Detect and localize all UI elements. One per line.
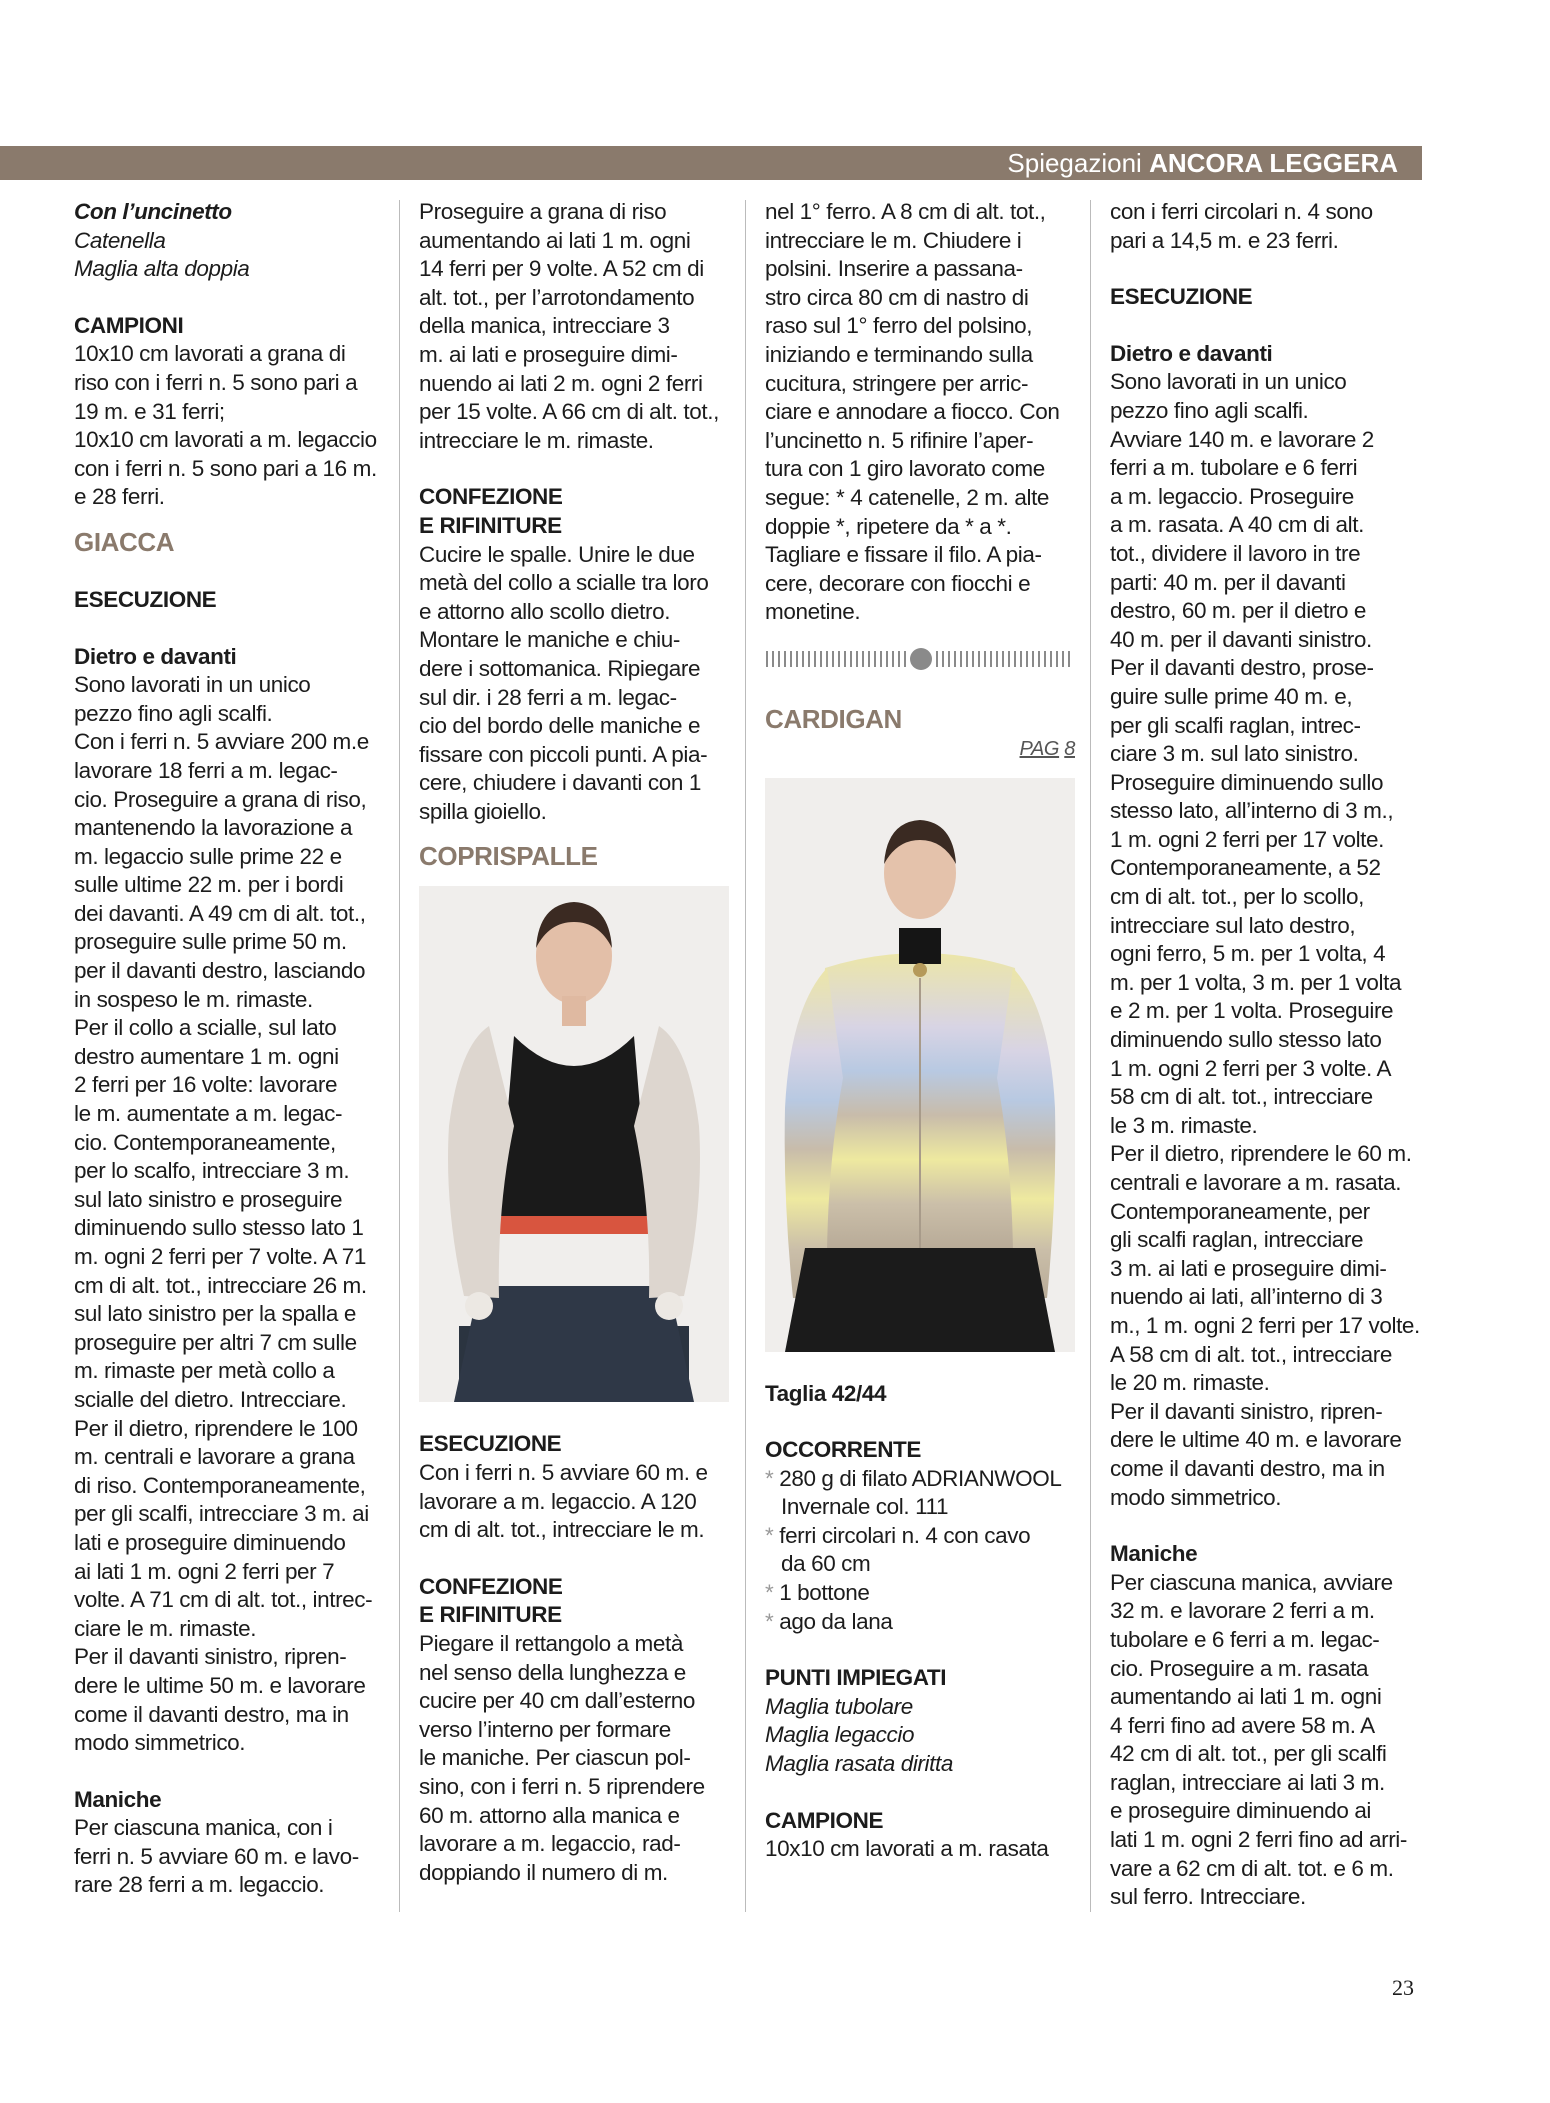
text-line: Tagliare e fissare il filo. A pia- bbox=[765, 542, 1042, 568]
text-line: cucire per 40 cm dall’esterno bbox=[419, 1688, 696, 1714]
confezione-text bbox=[419, 541, 729, 827]
text-line: Per il collo a scialle, sul lato bbox=[74, 1015, 337, 1041]
text-line: monetine. bbox=[765, 599, 861, 625]
list-item: * ferri circolari n. 4 con cavo bbox=[765, 1522, 1031, 1548]
text-line: m. ai lati e proseguire dimi- bbox=[419, 341, 678, 367]
text-line: a m. rasata. A 40 cm di alt. bbox=[1110, 512, 1364, 538]
text-line: Per ciascuna manica, avviare bbox=[1110, 1569, 1393, 1595]
occorrente-heading: OCCORRENTE bbox=[765, 1437, 922, 1463]
text-line: Per il dietro, riprendere le 100 bbox=[74, 1415, 358, 1441]
text-line: iniziando e terminando sulla bbox=[765, 341, 1033, 367]
confezione-heading: E RIFINITURE bbox=[419, 1602, 562, 1628]
text-line: le 20 m. rimaste. bbox=[1110, 1370, 1270, 1396]
text-line: cm di alt. tot., per lo scollo, bbox=[1110, 884, 1364, 910]
confezione-heading: CONFEZIONE bbox=[419, 484, 563, 510]
text-line: come il davanti destro, ma in bbox=[1110, 1455, 1385, 1481]
column-divider bbox=[745, 200, 746, 1912]
list-item: da 60 cm bbox=[781, 1551, 871, 1577]
text-line: e 2 m. per 1 volta. Proseguire bbox=[1110, 998, 1394, 1024]
text-line: 2 ferri per 16 volte: lavorare bbox=[74, 1072, 338, 1098]
text-line: m. rimaste per metà collo a bbox=[74, 1358, 335, 1384]
text-line: 1 m. ogni 2 ferri per 17 volte. bbox=[1110, 826, 1384, 852]
campioni-text bbox=[74, 340, 384, 512]
text-line: rare 28 ferri a m. legaccio. bbox=[74, 1872, 325, 1898]
text-line: cm di alt. tot., intrecciare 26 m. bbox=[74, 1272, 367, 1298]
confezione-heading: CONFEZIONE bbox=[419, 1573, 563, 1599]
text-line: con i ferri circolari n. 4 sono bbox=[1110, 199, 1373, 224]
text-line: cio del bordo delle maniche e bbox=[419, 713, 701, 739]
text-line: della manica, intrecciare 3 bbox=[419, 313, 670, 339]
text-line: in sospeso le m. rimaste. bbox=[74, 986, 313, 1012]
text-line: per gli scalfi, intrecciare 3 m. ai bbox=[74, 1501, 369, 1527]
text-line: di riso. Contemporaneamente, bbox=[74, 1472, 366, 1498]
text-line: segue: * 4 catenelle, 2 m. alte bbox=[765, 484, 1050, 510]
text-line: Maglia tubolare bbox=[765, 1693, 913, 1719]
text-line: tot., dividere il lavoro in tre bbox=[1110, 540, 1361, 566]
punti-list bbox=[765, 1693, 1075, 1779]
text-line: scialle del dietro. Intrecciare. bbox=[74, 1386, 347, 1412]
bullet-star-icon: * bbox=[765, 1522, 780, 1548]
column-1 bbox=[74, 198, 384, 1900]
text-line: le maniche. Per ciascun pol- bbox=[419, 1745, 691, 1771]
header-band bbox=[0, 146, 1422, 180]
text-line: lati e proseguire diminuendo bbox=[74, 1529, 346, 1555]
coprispalle-photo bbox=[419, 886, 729, 1402]
list-item: * 1 bottone bbox=[765, 1580, 870, 1606]
list-item: Invernale col. 111 bbox=[781, 1494, 949, 1520]
text-line: proseguire sulle prime 50 m. bbox=[74, 929, 347, 955]
text-line: sul ferro. Intrecciare. bbox=[1110, 1884, 1306, 1910]
maniche-heading: Maniche bbox=[74, 1786, 162, 1812]
text-line: 40 m. per il davanti sinistro. bbox=[1110, 626, 1372, 652]
bullet-star-icon: * bbox=[765, 1608, 780, 1634]
text-line: Con i ferri n. 5 avviare 200 m.e bbox=[74, 729, 369, 755]
text-line: polsini. Inserire a passana- bbox=[765, 256, 1023, 282]
text-line: cio. Contemporaneamente, bbox=[74, 1129, 336, 1155]
esecuzione-heading: ESECUZIONE bbox=[1110, 284, 1253, 310]
text-line: Per il davanti sinistro, ripren- bbox=[1110, 1398, 1383, 1424]
text-line: tura con 1 giro lavorato come bbox=[765, 456, 1045, 482]
text-line: per gli scalfi raglan, intrec- bbox=[1110, 712, 1361, 738]
text-line: pezzo fino agli scalfi. bbox=[1110, 397, 1309, 423]
text-line: stro circa 80 cm di nastro di bbox=[765, 284, 1029, 310]
campione-heading: CAMPIONE bbox=[765, 1807, 884, 1833]
text-line: 32 m. e lavorare 2 ferri a m. bbox=[1110, 1598, 1375, 1624]
text-line: riso con i ferri n. 5 sono pari a bbox=[74, 369, 358, 395]
text-line: mantenendo la lavorazione a bbox=[74, 815, 353, 841]
text-line: sul lato sinistro e proseguire bbox=[74, 1186, 343, 1212]
text-line: destro, 60 m. per il dietro e bbox=[1110, 598, 1367, 624]
list-item: * 280 g di filato ADRIANWOOL bbox=[765, 1465, 1062, 1491]
text-line: modo simmetrico. bbox=[1110, 1484, 1282, 1510]
column-divider bbox=[1090, 200, 1091, 1912]
text-line: doppie *, ripetere da * a *. bbox=[765, 513, 1012, 539]
tools-heading: Con l’uncinetto bbox=[74, 199, 232, 224]
text-line: gli scalfi raglan, intrecciare bbox=[1110, 1227, 1364, 1253]
text-line: Per il davanti destro, prose- bbox=[1110, 655, 1374, 681]
page-number: 23 bbox=[1392, 1975, 1414, 2000]
cardigan-photo bbox=[765, 778, 1075, 1352]
campioni-heading: CAMPIONI bbox=[74, 312, 184, 338]
esecuzione-heading: ESECUZIONE bbox=[74, 586, 217, 612]
text-line: Piegare il rettangolo a metà bbox=[419, 1631, 683, 1657]
text-line: doppiando il numero di m. bbox=[419, 1859, 668, 1885]
text-line: diminuendo sullo stesso lato bbox=[1110, 1027, 1382, 1053]
model-photo-cardigan bbox=[765, 778, 1075, 1352]
text-line: nuendo ai lati 2 m. ogni 2 ferri bbox=[419, 370, 703, 396]
text-line: intrecciare le m. Chiudere i bbox=[765, 227, 1022, 253]
text-line: stesso lato, all’interno di 3 m., bbox=[1110, 798, 1394, 824]
text-line: e proseguire diminuendo ai bbox=[1110, 1798, 1372, 1824]
text-line: lavorare 18 ferri a m. legac- bbox=[74, 757, 338, 783]
text-line: fissare con piccoli punti. A pia- bbox=[419, 741, 708, 767]
text-line: 10x10 cm lavorati a m. rasata bbox=[765, 1836, 1049, 1862]
text-line: guire sulle prime 40 m. e, bbox=[1110, 683, 1353, 709]
maniche-text bbox=[74, 1814, 384, 1900]
text-line: a m. legaccio. Proseguire bbox=[1110, 483, 1354, 509]
text-line: e 28 ferri. bbox=[74, 484, 165, 510]
divider-ornament bbox=[765, 639, 1075, 679]
page-reference: PAG 8 bbox=[1019, 737, 1075, 760]
text-line: 60 m. attorno alla manica e bbox=[419, 1802, 680, 1828]
text-line: Proseguire a grana di riso bbox=[419, 199, 667, 224]
text-line: ferri n. 5 avviare 60 m. e lavo- bbox=[74, 1843, 359, 1869]
text-line: volte. A 71 cm di alt. tot., intrec- bbox=[74, 1587, 373, 1613]
text-line: intrecciare sul lato destro, bbox=[1110, 912, 1356, 938]
text-line: dei davanti. A 49 cm di alt. tot., bbox=[74, 900, 366, 926]
text-line: Per ciascuna manica, con i bbox=[74, 1815, 333, 1841]
text-line: diminuendo sullo stesso lato 1 bbox=[74, 1215, 364, 1241]
text-line: 3 m. ai lati e proseguire dimi- bbox=[1110, 1255, 1387, 1281]
text-line: aumentando ai lati 1 m. ogni bbox=[419, 227, 691, 253]
text-line: modo simmetrico. bbox=[74, 1730, 246, 1756]
text-line: le 3 m. rimaste. bbox=[1110, 1112, 1258, 1138]
text-line: Per il davanti sinistro, ripren- bbox=[74, 1644, 347, 1670]
continued-text bbox=[419, 198, 729, 455]
column-4 bbox=[1110, 198, 1420, 1912]
occorrente-list bbox=[765, 1465, 1075, 1637]
dietro-heading: Dietro e davanti bbox=[1110, 340, 1273, 366]
bullet-star-icon: * bbox=[765, 1580, 780, 1606]
punti-heading: PUNTI IMPIEGATI bbox=[765, 1665, 947, 1691]
text-line: destro aumentare 1 m. ogni bbox=[74, 1043, 339, 1069]
campione-text bbox=[765, 1835, 1075, 1864]
text-line: con i ferri n. 5 sono pari a 16 m. bbox=[74, 455, 377, 481]
text-line: sulle ultime 22 m. per i bordi bbox=[74, 872, 344, 898]
text-line: pari a 14,5 m. e 23 ferri. bbox=[1110, 227, 1339, 253]
maniche-text bbox=[1110, 1569, 1420, 1912]
text-line: pezzo fino agli scalfi. bbox=[74, 700, 273, 726]
section-title-coprispalle: COPRISPALLE bbox=[419, 841, 598, 872]
text-line: metà del collo a scialle tra loro bbox=[419, 570, 709, 596]
text-line: le m. aumentate a m. legac- bbox=[74, 1101, 343, 1127]
text-line: Cucire le spalle. Unire le due bbox=[419, 541, 695, 567]
text-line: cucitura, stringere per arric- bbox=[765, 370, 1029, 396]
text-line: Maglia rasata diritta bbox=[765, 1751, 953, 1777]
text-line: dere le ultime 50 m. e lavorare bbox=[74, 1672, 366, 1698]
text-line: Sono lavorati in un unico bbox=[1110, 369, 1347, 395]
list-item: * ago da lana bbox=[765, 1608, 893, 1634]
text-line: e attorno allo scollo dietro. bbox=[419, 598, 671, 624]
ornament-icon bbox=[765, 639, 1075, 679]
text-line: cere, chiudere i davanti con 1 bbox=[419, 770, 701, 796]
text-line: 10x10 cm lavorati a grana di bbox=[74, 341, 346, 367]
text-line: raglan, intrecciare ai lati 3 m. bbox=[1110, 1769, 1385, 1795]
text-line: 1 m. ogni 2 ferri per 3 volte. A bbox=[1110, 1055, 1392, 1081]
text-line: parti: 40 m. per il davanti bbox=[1110, 569, 1346, 595]
text-line: Contemporaneamente, a 52 bbox=[1110, 855, 1381, 881]
text-line: sul dir. i 28 ferri a m. legac- bbox=[419, 684, 677, 710]
continued-text bbox=[1110, 198, 1420, 255]
section-title-giacca: GIACCA bbox=[74, 526, 175, 557]
text-line: ciare 3 m. sul lato sinistro. bbox=[1110, 741, 1359, 767]
tool-item: Maglia alta doppia bbox=[74, 256, 250, 282]
text-line: 14 ferri per 9 volte. A 52 cm di bbox=[419, 256, 704, 282]
dietro-text bbox=[74, 671, 384, 1758]
text-line: proseguire per altri 7 cm sulle bbox=[74, 1329, 357, 1355]
text-line: tubolare e 6 ferri a m. legac- bbox=[1110, 1626, 1380, 1652]
text-line: nel 1° ferro. A 8 cm di alt. tot., bbox=[765, 199, 1046, 224]
text-line: 42 cm di alt. tot., per gli scalfi bbox=[1110, 1741, 1387, 1767]
text-line: intrecciare le m. rimaste. bbox=[419, 427, 654, 453]
text-line: sino, con i ferri n. 5 riprendere bbox=[419, 1774, 705, 1799]
text-line: m. ogni 2 ferri per 7 volte. A 71 bbox=[74, 1244, 366, 1269]
text-line: Maglia legaccio bbox=[765, 1722, 915, 1748]
confezione-heading: E RIFINITURE bbox=[419, 512, 562, 538]
text-line: alt. tot., per l’arrotondamento bbox=[419, 284, 695, 310]
text-line: ciare le m. rimaste. bbox=[74, 1615, 257, 1641]
text-line: lavorare a m. legaccio, rad- bbox=[419, 1831, 681, 1857]
text-line: Sono lavorati in un unico bbox=[74, 672, 311, 698]
model-photo-shrug bbox=[419, 886, 729, 1402]
text-line: Proseguire diminuendo sullo bbox=[1110, 769, 1384, 795]
text-line: Avviare 140 m. e lavorare 2 bbox=[1110, 426, 1374, 452]
text-line: verso l’interno per formare bbox=[419, 1716, 671, 1742]
text-line: l’uncinetto n. 5 rifinire l’aper- bbox=[765, 427, 1034, 453]
confezione-text bbox=[419, 1630, 729, 1887]
text-line: cm di alt. tot., intrecciare le m. bbox=[419, 1517, 705, 1543]
section-title-cardigan: CARDIGAN bbox=[765, 703, 902, 734]
esecuzione-heading: ESECUZIONE bbox=[419, 1431, 562, 1457]
text-line: sul lato sinistro per la spalla e bbox=[74, 1301, 356, 1327]
text-line: come il davanti destro, ma in bbox=[74, 1701, 349, 1727]
text-line: m., 1 m. ogni 2 ferri per 17 volte. bbox=[1110, 1312, 1420, 1338]
bullet-star-icon: * bbox=[765, 1465, 780, 1491]
tool-item: Catenella bbox=[74, 227, 166, 253]
text-line: centrali e lavorare a m. rasata. bbox=[1110, 1170, 1402, 1195]
text-line: per il davanti destro, lasciando bbox=[74, 958, 366, 984]
text-line: lavorare a m. legaccio. A 120 bbox=[419, 1488, 697, 1514]
text-line: A 58 cm di alt. tot., intrecciare bbox=[1110, 1341, 1392, 1367]
text-line: nuendo ai lati, all’interno di 3 bbox=[1110, 1284, 1383, 1310]
column-divider bbox=[399, 200, 400, 1912]
text-line: lati 1 m. ogni 2 ferri fino ad arri- bbox=[1110, 1827, 1407, 1853]
text-line: per 15 volte. A 66 cm di alt. tot., bbox=[419, 399, 719, 425]
text-line: dere i sottomanica. Ripiegare bbox=[419, 655, 701, 681]
header-title: Spiegazioni ANCORA LEGGERA bbox=[1007, 148, 1398, 178]
text-line: raso sul 1° ferro del polsino, bbox=[765, 313, 1033, 339]
text-line: cio. Proseguire a grana di riso, bbox=[74, 786, 367, 812]
continued-text bbox=[765, 198, 1075, 627]
column-2 bbox=[419, 198, 729, 1887]
text-line: per lo scalfo, intrecciare 3 m. bbox=[74, 1158, 350, 1184]
taglia-label: Taglia 42/44 bbox=[765, 1380, 887, 1406]
text-line: 4 ferri fino ad avere 58 m. A bbox=[1110, 1712, 1375, 1738]
text-line: Montare le maniche e chiu- bbox=[419, 627, 680, 653]
text-line: vare a 62 cm di alt. tot. e 6 m. bbox=[1110, 1855, 1394, 1881]
text-line: cere, decorare con fiocchi e bbox=[765, 570, 1031, 596]
text-line: 10x10 cm lavorati a m. legaccio bbox=[74, 427, 377, 453]
text-line: 19 m. e 31 ferri; bbox=[74, 398, 225, 424]
text-line: dere le ultime 40 m. e lavorare bbox=[1110, 1427, 1402, 1453]
column-3 bbox=[765, 198, 1075, 1864]
text-line: Per il dietro, riprendere le 60 m. bbox=[1110, 1141, 1412, 1167]
text-line: m. centrali e lavorare a grana bbox=[74, 1444, 355, 1470]
text-line: nel senso della lunghezza e bbox=[419, 1659, 686, 1685]
text-line: ferri a m. tubolare e 6 ferri bbox=[1110, 455, 1358, 481]
text-line: Con i ferri n. 5 avviare 60 m. e bbox=[419, 1460, 708, 1486]
text-line: ogni ferro, 5 m. per 1 volta, 4 bbox=[1110, 941, 1386, 967]
text-line: cio. Proseguire a m. rasata bbox=[1110, 1655, 1369, 1681]
text-line: Contemporaneamente, per bbox=[1110, 1198, 1370, 1224]
dietro-heading: Dietro e davanti bbox=[74, 643, 237, 669]
text-line: m. legaccio sulle prime 22 e bbox=[74, 843, 342, 869]
text-line: ai lati 1 m. ogni 2 ferri per 7 bbox=[74, 1558, 335, 1584]
text-line: 58 cm di alt. tot., intrecciare bbox=[1110, 1084, 1373, 1110]
maniche-heading: Maniche bbox=[1110, 1541, 1198, 1567]
dietro-text bbox=[1110, 368, 1420, 1512]
text-line: ciare e annodare a fiocco. Con bbox=[765, 399, 1060, 425]
text-line: spilla gioiello. bbox=[419, 798, 547, 824]
esecuzione-text bbox=[419, 1459, 729, 1545]
text-line: aumentando ai lati 1 m. ogni bbox=[1110, 1684, 1382, 1710]
text-line: m. per 1 volta, 3 m. per 1 volta bbox=[1110, 969, 1402, 995]
